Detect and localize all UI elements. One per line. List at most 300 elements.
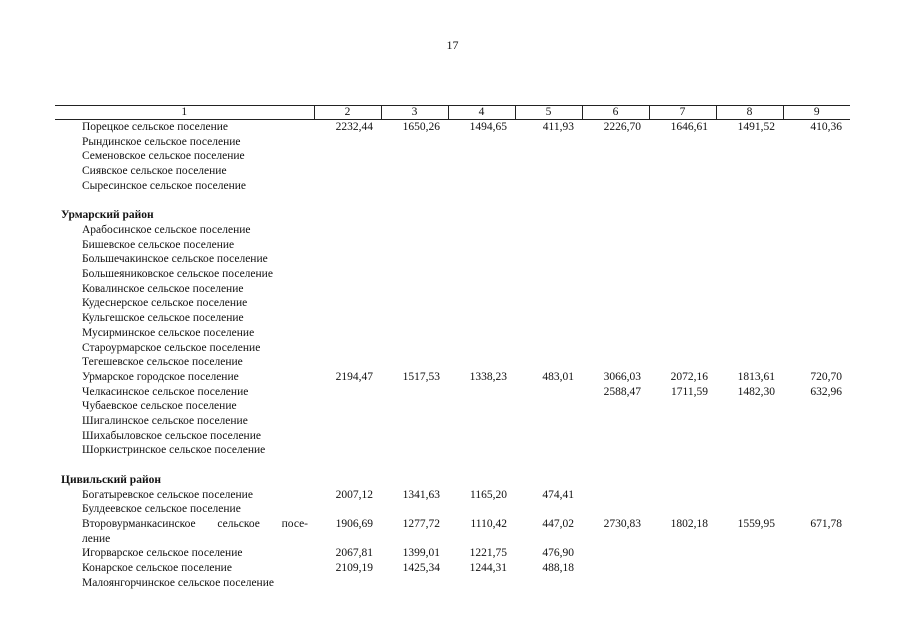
value-cell xyxy=(582,238,649,253)
value-cell xyxy=(716,282,783,297)
value-cell xyxy=(716,179,783,194)
value-cell xyxy=(783,179,850,194)
settlement-name: Конарское сельское поселение xyxy=(82,562,232,575)
column-header: 5 xyxy=(515,106,582,120)
value-cell xyxy=(716,341,783,356)
value-cell: 1494,65 xyxy=(469,121,507,133)
value-cell xyxy=(515,399,582,414)
settlement-name: Чубаевское сельское поселение xyxy=(82,400,237,413)
value-cell: 1802,18 xyxy=(670,517,708,530)
value-cell xyxy=(582,252,649,267)
value-cell xyxy=(448,399,515,414)
value-cell xyxy=(716,561,783,576)
value-cell xyxy=(381,341,448,356)
value-cell xyxy=(448,355,515,370)
value-cell xyxy=(515,532,582,547)
value-cell xyxy=(314,238,381,253)
value-cell: 2067,81 xyxy=(335,547,373,560)
table-row xyxy=(55,164,850,179)
value-cell xyxy=(649,399,716,414)
settlement-name: Шоркистринское сельское поселение xyxy=(82,444,266,457)
value-cell: 1906,69 xyxy=(335,517,373,530)
value-cell xyxy=(649,355,716,370)
value-cell xyxy=(716,267,783,282)
value-cell xyxy=(314,223,381,238)
value-cell xyxy=(582,502,649,517)
value-cell xyxy=(381,282,448,297)
value-cell xyxy=(649,561,716,576)
value-cell xyxy=(716,443,783,458)
value-cell xyxy=(314,326,381,341)
value-cell xyxy=(716,238,783,253)
column-header: 2 xyxy=(314,106,381,120)
value-cell xyxy=(515,576,582,591)
value-cell xyxy=(783,399,850,414)
value-cell xyxy=(381,502,448,517)
value-cell xyxy=(649,443,716,458)
value-cell xyxy=(649,341,716,356)
value-cell xyxy=(314,414,381,429)
value-cell: 483,01 xyxy=(542,370,574,383)
value-cell xyxy=(783,223,850,238)
settlement-name: Урмарское городское поселение xyxy=(82,370,239,383)
settlement-name: Мусирминское сельское поселение xyxy=(82,326,255,339)
table-row xyxy=(55,252,850,267)
value-cell xyxy=(515,502,582,517)
table-row xyxy=(55,223,850,238)
value-cell xyxy=(649,502,716,517)
settlement-name: Арабосинское сельское поселение xyxy=(82,223,251,236)
value-cell xyxy=(515,385,582,400)
spacer-row xyxy=(55,194,850,209)
value-cell xyxy=(448,223,515,238)
value-cell xyxy=(649,179,716,194)
value-cell xyxy=(515,414,582,429)
value-cell xyxy=(783,546,850,561)
value-cell xyxy=(582,561,649,576)
value-cell xyxy=(716,355,783,370)
value-cell xyxy=(716,502,783,517)
value-cell xyxy=(515,135,582,150)
value-cell xyxy=(783,341,850,356)
value-cell xyxy=(649,164,716,179)
value-cell xyxy=(381,355,448,370)
value-cell xyxy=(649,223,716,238)
value-cell xyxy=(783,443,850,458)
value-cell: 2730,83 xyxy=(603,517,641,530)
value-cell: 476,90 xyxy=(542,547,574,560)
value-cell xyxy=(649,532,716,547)
value-cell xyxy=(783,296,850,311)
value-cell xyxy=(582,532,649,547)
value-cell xyxy=(716,149,783,164)
value-cell: 1165,20 xyxy=(470,488,507,501)
value-cell xyxy=(783,164,850,179)
value-cell xyxy=(716,326,783,341)
page-number: 17 xyxy=(446,38,459,52)
value-cell xyxy=(783,238,850,253)
value-cell: 411,93 xyxy=(542,121,574,133)
value-cell xyxy=(649,414,716,429)
district-heading-row xyxy=(55,208,850,223)
value-cell xyxy=(448,296,515,311)
value-cell xyxy=(582,488,649,503)
value-cell xyxy=(381,149,448,164)
value-cell: 1711,59 xyxy=(671,385,708,398)
value-cell xyxy=(783,488,850,503)
district-name: Цивильский район xyxy=(61,473,161,486)
column-header: 9 xyxy=(783,106,850,120)
value-cell xyxy=(314,179,381,194)
value-cell xyxy=(716,488,783,503)
value-cell xyxy=(783,414,850,429)
value-cell xyxy=(314,311,381,326)
value-cell xyxy=(515,252,582,267)
value-cell xyxy=(783,429,850,444)
column-header: 6 xyxy=(582,106,649,120)
table-row xyxy=(55,149,850,164)
value-cell: 410,36 xyxy=(810,121,842,133)
value-cell: 1399,01 xyxy=(402,547,440,560)
table-row xyxy=(55,341,850,356)
value-cell xyxy=(582,223,649,238)
value-cell xyxy=(783,355,850,370)
value-cell xyxy=(448,179,515,194)
table-row xyxy=(55,120,850,135)
settlement-name: Булдеевское сельское поселение xyxy=(82,503,241,516)
value-cell: 1559,95 xyxy=(737,517,775,530)
value-cell xyxy=(448,429,515,444)
value-cell xyxy=(649,546,716,561)
value-cell: 1425,34 xyxy=(402,562,440,575)
table-row xyxy=(55,135,850,150)
value-cell xyxy=(582,149,649,164)
table-row xyxy=(55,443,850,458)
settlement-name: Сыресинское сельское поселение xyxy=(82,179,247,192)
value-cell xyxy=(515,443,582,458)
value-cell xyxy=(314,164,381,179)
settlement-name: Челкасинское сельское поселение xyxy=(82,385,249,398)
value-cell xyxy=(582,546,649,561)
table-row xyxy=(55,414,850,429)
value-cell: 2194,47 xyxy=(335,370,373,383)
settlement-name: Рындинское сельское поселение xyxy=(82,135,241,148)
value-cell: 632,96 xyxy=(810,385,842,398)
value-cell xyxy=(314,443,381,458)
value-cell xyxy=(515,429,582,444)
column-header: 3 xyxy=(381,106,448,120)
value-cell xyxy=(515,164,582,179)
value-cell xyxy=(381,385,448,400)
value-cell xyxy=(381,223,448,238)
value-cell xyxy=(515,355,582,370)
table-row xyxy=(55,267,850,282)
value-cell xyxy=(381,576,448,591)
value-cell: 1341,63 xyxy=(402,488,440,501)
value-cell xyxy=(582,282,649,297)
value-cell xyxy=(783,267,850,282)
table-row xyxy=(55,429,850,444)
value-cell xyxy=(783,149,850,164)
table-row xyxy=(55,399,850,414)
value-cell xyxy=(515,311,582,326)
value-cell xyxy=(649,267,716,282)
value-cell xyxy=(716,164,783,179)
value-cell xyxy=(716,429,783,444)
settlement-name: Большечакинское сельское поселение xyxy=(82,253,268,266)
district-heading-row xyxy=(55,473,850,488)
value-cell: 2588,47 xyxy=(603,385,641,398)
value-cell xyxy=(448,267,515,282)
value-cell xyxy=(716,311,783,326)
value-cell xyxy=(381,311,448,326)
value-cell xyxy=(515,238,582,253)
spacer-row xyxy=(55,458,850,473)
settlement-name: Богатыревское сельское поселение xyxy=(82,488,253,501)
settlement-name: Сиявское сельское поселение xyxy=(82,165,227,178)
table-row xyxy=(55,488,850,503)
data-table xyxy=(55,105,850,590)
value-cell: 2007,12 xyxy=(335,488,373,501)
value-cell xyxy=(381,296,448,311)
value-cell xyxy=(314,341,381,356)
value-cell: 671,78 xyxy=(810,517,842,530)
value-cell xyxy=(381,164,448,179)
value-cell xyxy=(314,429,381,444)
value-cell xyxy=(314,502,381,517)
column-header: 8 xyxy=(716,106,783,120)
settlement-name: Шихабыловское сельское поселение xyxy=(82,429,261,442)
value-cell: 720,70 xyxy=(810,370,842,383)
value-cell xyxy=(649,282,716,297)
value-cell xyxy=(582,443,649,458)
table-row xyxy=(55,282,850,297)
value-cell xyxy=(448,238,515,253)
value-cell xyxy=(582,429,649,444)
value-cell xyxy=(716,414,783,429)
value-cell: 2072,16 xyxy=(670,370,708,383)
value-cell xyxy=(582,576,649,591)
spacer-cell xyxy=(55,458,850,473)
settlement-name: Второвурманкасинское сельское посе- xyxy=(82,517,308,530)
value-cell: 2232,44 xyxy=(335,121,373,133)
settlement-name: Большеяниковское сельское поселение xyxy=(82,268,273,281)
value-cell xyxy=(783,282,850,297)
value-cell xyxy=(381,267,448,282)
value-cell xyxy=(716,532,783,547)
value-cell xyxy=(582,414,649,429)
value-cell xyxy=(582,164,649,179)
value-cell xyxy=(716,546,783,561)
value-cell xyxy=(649,135,716,150)
value-cell xyxy=(783,532,850,547)
value-cell xyxy=(582,296,649,311)
value-cell xyxy=(783,576,850,591)
column-header: 4 xyxy=(448,106,515,120)
value-cell xyxy=(582,179,649,194)
value-cell xyxy=(716,399,783,414)
value-cell: 1491,52 xyxy=(737,121,775,133)
value-cell xyxy=(448,341,515,356)
value-cell xyxy=(448,576,515,591)
value-cell xyxy=(448,414,515,429)
value-cell xyxy=(582,355,649,370)
value-cell: 3066,03 xyxy=(603,370,641,383)
settlement-name: Игорварское сельское поселение xyxy=(82,547,243,560)
value-cell xyxy=(381,252,448,267)
value-cell xyxy=(314,267,381,282)
value-cell xyxy=(314,385,381,400)
table-body xyxy=(55,120,850,591)
value-cell xyxy=(783,135,850,150)
value-cell xyxy=(582,311,649,326)
value-cell xyxy=(515,341,582,356)
value-cell: 1650,26 xyxy=(402,121,440,133)
value-cell xyxy=(716,252,783,267)
value-cell xyxy=(515,296,582,311)
value-cell xyxy=(448,502,515,517)
table-row xyxy=(55,576,850,591)
value-cell xyxy=(314,282,381,297)
value-cell xyxy=(448,311,515,326)
value-cell xyxy=(448,532,515,547)
table-row xyxy=(55,179,850,194)
value-cell xyxy=(381,532,448,547)
value-cell xyxy=(448,164,515,179)
value-cell xyxy=(783,311,850,326)
value-cell: 2226,70 xyxy=(603,121,641,133)
value-cell: 1338,23 xyxy=(469,370,507,383)
table-row xyxy=(55,326,850,341)
value-cell xyxy=(649,488,716,503)
table-row xyxy=(55,370,850,385)
value-cell xyxy=(649,311,716,326)
value-cell xyxy=(515,149,582,164)
spacer-cell xyxy=(55,194,850,209)
value-cell xyxy=(381,135,448,150)
value-cell: 1517,53 xyxy=(402,370,440,383)
value-cell xyxy=(716,223,783,238)
value-cell xyxy=(716,576,783,591)
value-cell xyxy=(381,238,448,253)
settlement-name: Тегешевское сельское поселение xyxy=(82,356,243,369)
settlement-name: Бишевское сельское поселение xyxy=(82,238,235,251)
value-cell xyxy=(314,576,381,591)
value-cell xyxy=(448,252,515,267)
value-cell: 2109,19 xyxy=(335,562,373,575)
value-cell xyxy=(649,326,716,341)
value-cell xyxy=(582,326,649,341)
value-cell xyxy=(515,326,582,341)
settlement-name: Кудеснерское сельское поселение xyxy=(82,297,248,310)
value-cell xyxy=(783,502,850,517)
settlement-name: Семеновское сельское поселение xyxy=(82,150,245,163)
value-cell: 1110,42 xyxy=(470,517,507,530)
value-cell xyxy=(783,326,850,341)
table-header-row xyxy=(55,106,850,120)
value-cell xyxy=(381,179,448,194)
value-cell: 1244,31 xyxy=(469,562,507,575)
value-cell xyxy=(314,135,381,150)
settlement-name: ление xyxy=(82,532,111,545)
value-cell xyxy=(783,561,850,576)
value-cell xyxy=(649,296,716,311)
value-cell xyxy=(515,223,582,238)
settlement-name: Малоянгорчинское сельское поселение xyxy=(82,576,274,589)
table-row xyxy=(55,385,850,400)
table-row xyxy=(55,517,850,532)
table-row xyxy=(55,296,850,311)
value-cell xyxy=(381,429,448,444)
district-name: Урмарский район xyxy=(61,209,154,222)
value-cell: 1277,72 xyxy=(402,517,440,530)
value-cell xyxy=(515,267,582,282)
value-cell: 1221,75 xyxy=(469,547,507,560)
table-row xyxy=(55,546,850,561)
value-cell: 488,18 xyxy=(542,562,574,575)
value-cell xyxy=(314,296,381,311)
table-row xyxy=(55,502,850,517)
value-cell xyxy=(649,252,716,267)
value-cell xyxy=(448,443,515,458)
value-cell xyxy=(716,296,783,311)
value-cell xyxy=(649,149,716,164)
settlement-name: Шигалинское сельское поселение xyxy=(82,415,248,428)
value-cell xyxy=(314,252,381,267)
value-cell xyxy=(582,341,649,356)
value-cell xyxy=(448,385,515,400)
value-cell xyxy=(448,149,515,164)
settlement-name: Староурмарское сельское поселение xyxy=(82,341,261,354)
value-cell xyxy=(448,135,515,150)
value-cell xyxy=(381,414,448,429)
value-cell xyxy=(381,326,448,341)
table-row xyxy=(55,532,850,547)
table-row xyxy=(55,355,850,370)
value-cell xyxy=(582,267,649,282)
value-cell xyxy=(582,135,649,150)
value-cell xyxy=(649,429,716,444)
value-cell xyxy=(515,282,582,297)
value-cell: 1482,30 xyxy=(737,385,775,398)
value-cell xyxy=(649,576,716,591)
column-header: 1 xyxy=(55,106,314,120)
settlement-name: Кульгешское сельское поселение xyxy=(82,312,244,325)
value-cell xyxy=(649,238,716,253)
value-cell: 447,02 xyxy=(542,517,574,530)
value-cell: 1813,61 xyxy=(737,370,775,383)
value-cell xyxy=(515,179,582,194)
value-cell xyxy=(314,355,381,370)
value-cell xyxy=(381,443,448,458)
value-cell xyxy=(314,399,381,414)
value-cell xyxy=(381,399,448,414)
settlement-name: Ковалинское сельское поселение xyxy=(82,282,244,295)
value-cell: 474,41 xyxy=(542,488,574,501)
table-row xyxy=(55,238,850,253)
value-cell: 1646,61 xyxy=(670,121,708,133)
table-row xyxy=(55,561,850,576)
value-cell xyxy=(448,326,515,341)
value-cell xyxy=(716,135,783,150)
value-cell xyxy=(314,149,381,164)
table-row xyxy=(55,311,850,326)
value-cell xyxy=(314,532,381,547)
value-cell xyxy=(783,252,850,267)
value-cell xyxy=(582,399,649,414)
settlement-name: Порецкое сельское поселение xyxy=(82,121,229,133)
value-cell xyxy=(448,282,515,297)
